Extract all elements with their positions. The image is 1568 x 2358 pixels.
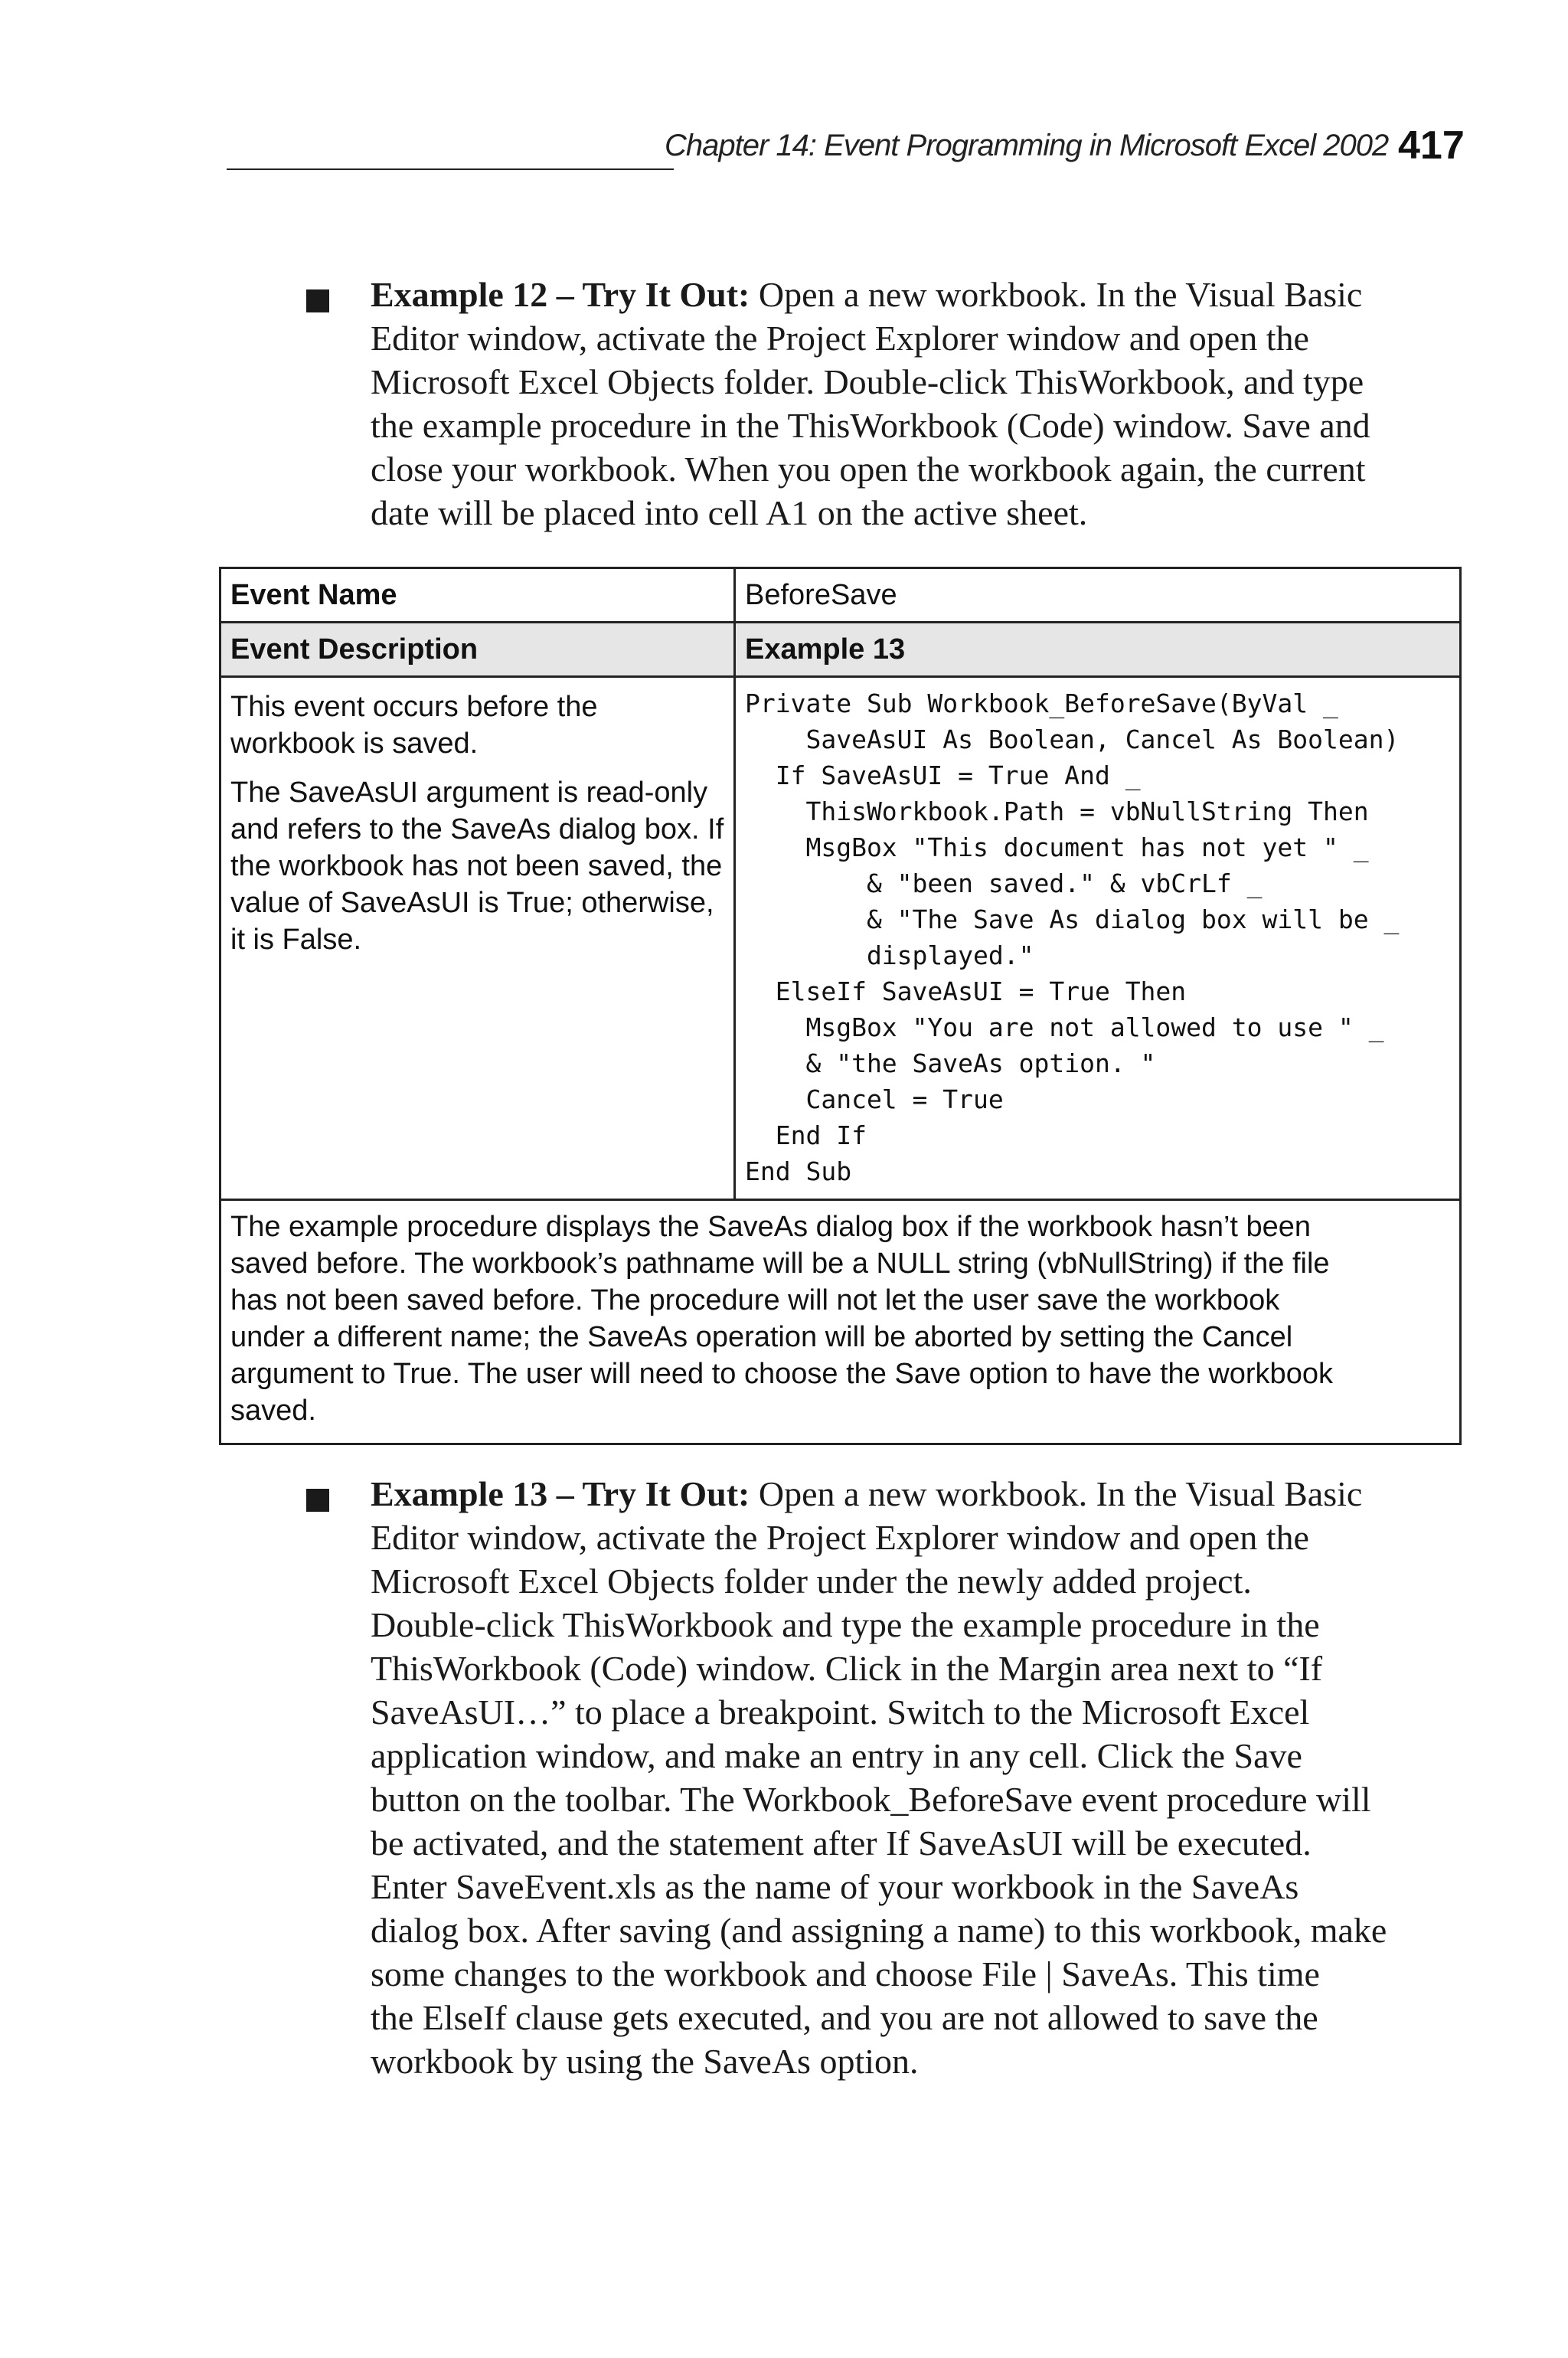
example-label: Example 13 xyxy=(735,623,1461,677)
paragraph-line: Editor window, activate the Project Explorer window and open the xyxy=(371,319,1309,358)
description-code-row xyxy=(220,677,1461,1200)
example13-lead: Example 13 – Try It Out: xyxy=(371,1474,750,1513)
event-name-row xyxy=(220,568,1461,623)
paragraph-line: Microsoft Excel Objects folder under the newly added project. xyxy=(371,1562,1252,1601)
paragraph-line: workbook by using the SaveAs option. xyxy=(371,2042,919,2081)
paragraph-line: ThisWorkbook (Code) window. Click in the Margin area next to “If xyxy=(371,1649,1323,1688)
paragraph-line: dialog box. After saving (and assigning a name) to this workbook, make xyxy=(371,1911,1387,1950)
paragraph-line: Example 13 – Try It Out: Open a new workbook. In the Visual Basic xyxy=(371,1474,1363,1513)
example-note-cell xyxy=(220,1200,1461,1444)
header-rule xyxy=(227,168,674,170)
note-line: saved. xyxy=(230,1395,316,1427)
paragraph-line: Double-click ThisWorkbook and type the example procedure in the xyxy=(371,1605,1320,1644)
event-name-value: BeforeSave xyxy=(735,568,1461,623)
note-line: saved before. The workbook’s pathname will be a NULL string (vbNullString) if the file xyxy=(230,1248,1330,1280)
paragraph-line: close your workbook. When you open the workbook again, the current xyxy=(371,450,1366,489)
paragraph-line: date will be placed into cell A1 on the active sheet. xyxy=(371,493,1088,532)
paragraph-line: the example procedure in the ThisWorkbook (Code) window. Save and xyxy=(371,406,1370,445)
event-description-label: Event Description xyxy=(220,623,735,677)
paragraph-line: Microsoft Excel Objects folder. Double-click ThisWorkbook, and type xyxy=(371,362,1364,401)
note-line: has not been saved before. The procedure will not let the user save the workbook xyxy=(230,1284,1280,1316)
table-header-row xyxy=(220,623,1461,677)
paragraph-line: Enter SaveEvent.xls as the name of your workbook in the SaveAs xyxy=(371,1867,1299,1906)
page-number: 417 xyxy=(1398,123,1465,168)
code-listing: Private Sub Workbook_BeforeSave(ByVal _ SaveAsUI As Boolean, Cancel As Boolean) If SaveAsUI = True And _ ThisWorkbook.Path = vbNullString Then MsgBox "This document has not yet " _ & "been saved." & vbCrLf _ & "The Save As dialog box will be _ displayed." ElseIf SaveAsUI = True Then MsgBox "You are not allowed to use " _ & "the SaveAs option. " Cancel = True End If End Sub xyxy=(745,688,1400,1186)
paragraph-line: the ElseIf clause gets executed, and you are not allowed to save the xyxy=(371,1998,1318,2037)
event-name-label: Event Name xyxy=(220,568,735,623)
paragraph-line: application window, and make an entry in any cell. Click the Save xyxy=(371,1736,1302,1775)
note-line: The example procedure displays the SaveAs dialog box if the workbook hasn’t been xyxy=(230,1211,1312,1243)
paragraph-line: button on the toolbar. The Workbook_BeforeSave event procedure will xyxy=(371,1780,1371,1819)
bullet-square xyxy=(306,1489,329,1512)
event-description-cell xyxy=(220,677,735,1200)
example-code-cell xyxy=(735,677,1461,1200)
chapter-title: Chapter 14: Event Programming in Microsoft Excel 2002 xyxy=(665,129,1389,162)
paragraph-line: some changes to the workbook and choose File | SaveAs. This time xyxy=(371,1954,1320,1993)
example12-lead: Example 12 – Try It Out: xyxy=(371,275,750,314)
description-paragraph: This event occurs before the workbook is saved. xyxy=(230,691,598,760)
paragraph-line: Example 12 – Try It Out: Open a new workbook. In the Visual Basic xyxy=(371,275,1363,314)
note-line: under a different name; the SaveAs operation will be aborted by setting the Cancel xyxy=(230,1321,1293,1353)
note-row xyxy=(220,1200,1461,1444)
bullet-square xyxy=(306,289,329,312)
note-line: argument to True. The user will need to choose the Save option to have the workbook xyxy=(230,1358,1333,1390)
event-table xyxy=(219,567,1462,1445)
paragraph-line: be activated, and the statement after If SaveAsUI will be executed. xyxy=(371,1823,1312,1863)
paragraph-line: Editor window, activate the Project Explorer window and open the xyxy=(371,1518,1309,1557)
paragraph-line: SaveAsUI…” to place a breakpoint. Switch to the Microsoft Excel xyxy=(371,1692,1310,1732)
example12-paragraph xyxy=(371,273,1458,535)
example13-paragraph xyxy=(371,1472,1458,2083)
description-paragraph: The SaveAsUI argument is read-only and refers to the SaveAs dialog box. If the workbook has not been saved, the value of SaveAsUI is True; otherwise, it is False. xyxy=(230,777,724,956)
